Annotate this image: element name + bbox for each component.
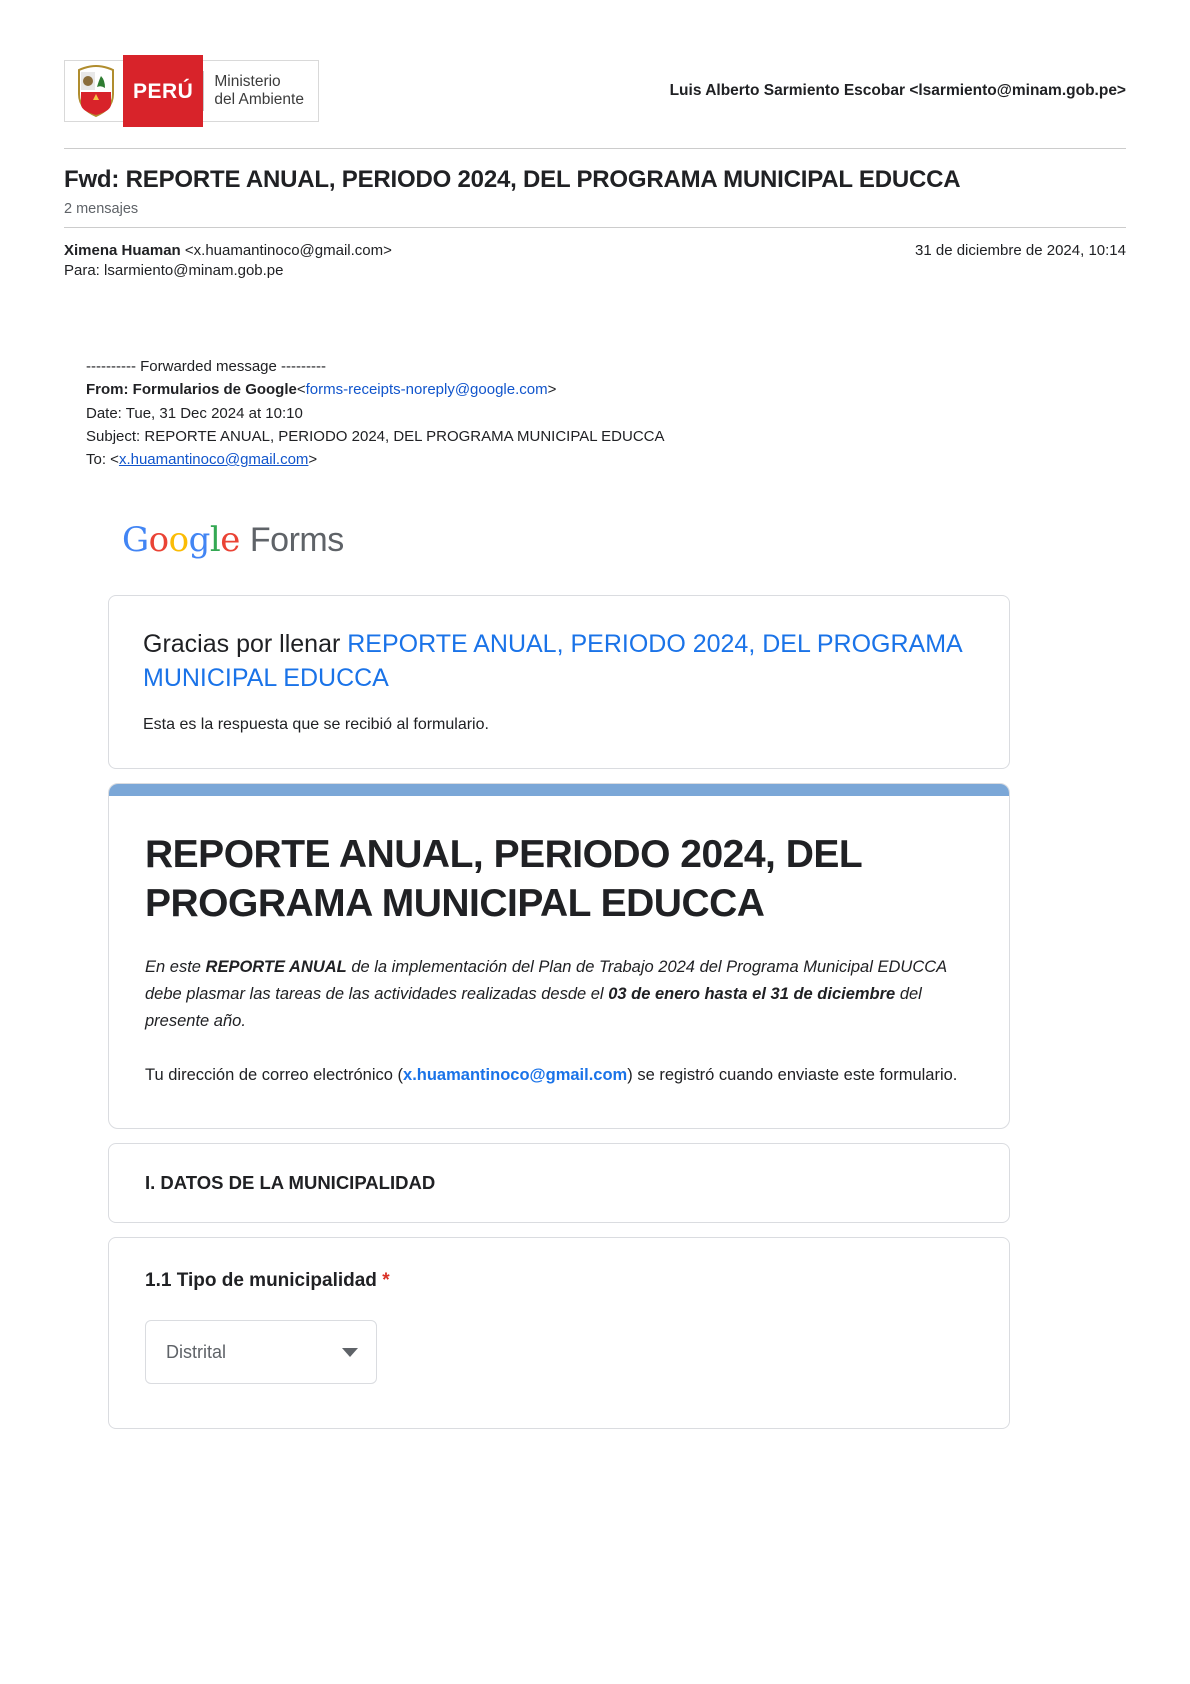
sender-name: Ximena Huaman	[64, 242, 181, 259]
form-email-part-1: Tu dirección de correo electrónico (	[145, 1065, 404, 1084]
thanks-prefix: Gracias por llenar	[143, 630, 348, 659]
forwarded-from-label: From:	[86, 381, 129, 399]
forwarded-from	[86, 378, 1126, 401]
google-logo-letter-g2: g	[188, 520, 210, 561]
sender-address: <x.huamantinoco@gmail.com>	[184, 242, 392, 259]
forwarded-header	[86, 355, 1126, 471]
form-desc-part-3: del presente año.	[145, 985, 922, 1031]
peru-label: PERÚ	[123, 55, 203, 127]
form-desc-part-2: de la implementación del Plan de Trabajo 2024 del Programa Municipal EDUCCA debe plasmar las tareas de las actividades realizadas desde el	[145, 958, 947, 1004]
subject-block	[64, 149, 1126, 227]
ministry-line-2: del Ambiente	[214, 91, 304, 108]
google-forms-logo	[122, 520, 1126, 561]
ministry-name	[203, 71, 316, 111]
chevron-down-icon	[342, 1348, 358, 1357]
forwarded-from-name: Formularios de Google	[132, 381, 297, 399]
forwarded-from-email[interactable]: forms-receipts-noreply@google.com	[305, 381, 548, 399]
card-accent-bar	[109, 784, 1009, 796]
forwarded-to-close: >	[308, 451, 318, 468]
forms-receipt-body	[108, 595, 1010, 1429]
forwarded-to-email[interactable]: x.huamantinoco@gmail.com	[118, 451, 309, 468]
forwarded-to	[86, 448, 1126, 471]
forwarded-from-open: <	[296, 381, 306, 399]
thanks-form-name: REPORTE ANUAL, PERIODO 2024, DEL PROGRAMA MUNICIPAL EDUCCA	[143, 630, 962, 692]
form-desc-part-1: En este	[145, 958, 206, 976]
question-label	[145, 1270, 977, 1292]
municipality-type-value: Distrital	[166, 1341, 227, 1362]
message-meta	[64, 228, 1126, 279]
form-desc-bold-2: 03 de enero hasta el 31 de diciembre	[608, 985, 896, 1004]
question-label-text: 1.1 Tipo de municipalidad	[145, 1270, 377, 1292]
form-description	[145, 954, 973, 1036]
thanks-title	[143, 628, 975, 696]
minam-logo	[64, 60, 319, 122]
question-card	[108, 1237, 1010, 1429]
sender	[64, 242, 392, 259]
form-desc-bold-1: REPORTE ANUAL	[205, 958, 347, 976]
mail-header	[64, 60, 1126, 148]
ministry-line-1: Ministerio	[214, 73, 281, 91]
thanks-subtitle: Esta es la respuesta que se recibió al formulario.	[143, 715, 489, 733]
form-summary-card	[108, 783, 1010, 1129]
google-logo-letter-o1: o	[148, 520, 169, 561]
form-email-value: x.huamantinoco@gmail.com	[403, 1065, 628, 1084]
message-count: 2 mensajes	[64, 201, 139, 217]
recipient-line: Para: lsarmiento@minam.gob.pe	[64, 262, 284, 279]
form-title: REPORTE ANUAL, PERIODO 2024, DEL PROGRAMA MUNICIPAL EDUCCA	[145, 832, 862, 925]
thread-subject: Fwd: REPORTE ANUAL, PERIODO 2024, DEL PROGRAMA MUNICIPAL EDUCCA	[64, 166, 961, 193]
forwarded-date: Date: Tue, 31 Dec 2024 at 10:10	[86, 404, 303, 422]
section-title: I. DATOS DE LA MUNICIPALIDAD	[145, 1172, 436, 1194]
google-logo-letter-o2: o	[168, 520, 189, 561]
municipality-type-select[interactable]	[145, 1320, 377, 1384]
google-logo-letter-e: e	[220, 520, 240, 561]
message-date: 31 de diciembre de 2024, 10:14	[915, 242, 1126, 259]
forwarded-divider: ---------- Forwarded message ---------	[86, 358, 326, 375]
thanks-card	[108, 595, 1010, 769]
forwarded-to-label: To: <	[86, 451, 119, 468]
required-marker: *	[382, 1270, 390, 1292]
peru-coat-of-arms-icon	[73, 64, 119, 118]
section-card	[108, 1143, 1010, 1223]
form-email-part-2: ) se registró cuando enviaste este formulario.	[627, 1065, 958, 1084]
form-email-note	[145, 1062, 973, 1088]
google-logo-letter-l: l	[209, 520, 221, 561]
account-email: Luis Alberto Sarmiento Escobar <lsarmiento@minam.gob.pe>	[669, 82, 1126, 99]
forms-wordmark: Forms	[249, 521, 344, 560]
forwarded-subject: Subject: REPORTE ANUAL, PERIODO 2024, DEL PROGRAMA MUNICIPAL EDUCCA	[86, 427, 665, 445]
forwarded-from-close: >	[547, 381, 557, 399]
google-logo-letter-g: G	[122, 520, 149, 561]
